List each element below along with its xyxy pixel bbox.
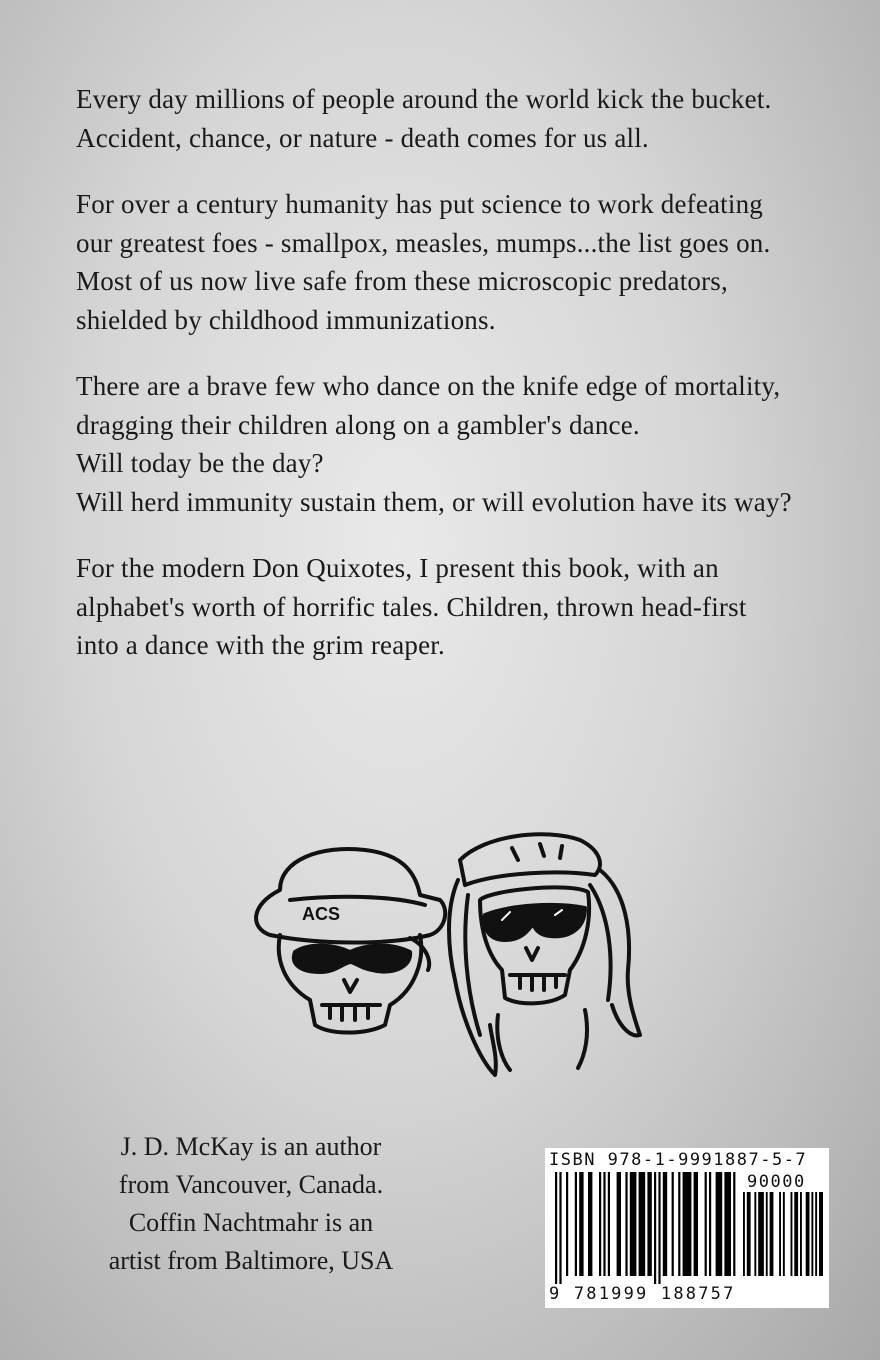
barcode-bar [658, 1172, 660, 1284]
blurb-paragraph-1 [76, 80, 836, 157]
barcode-bar [716, 1172, 723, 1276]
blurb-line: into a dance with the grim reaper. [76, 630, 445, 660]
barcode-bar [754, 1192, 756, 1276]
barcode-bar [743, 1192, 745, 1276]
barcode-bar [747, 1192, 751, 1276]
hat-text: ACS [302, 904, 341, 924]
blurb-line: Accident, chance, or nature - death comes for us all. [76, 122, 649, 153]
blurb-paragraph-3 [76, 367, 836, 521]
ean-barcode-bars [555, 1172, 737, 1284]
blurb-paragraph-2 [76, 185, 836, 339]
bio-line: from Vancouver, Canada. [118, 1170, 384, 1199]
barcode-bar [566, 1172, 568, 1276]
barcode-bar [683, 1172, 692, 1276]
barcode-bar [588, 1172, 592, 1276]
isbn-label: ISBN 978-1-9991887-5-7 [549, 1150, 808, 1170]
barcode-bar [579, 1172, 583, 1276]
bio-line: Coffin Nachtmahr is an [128, 1208, 374, 1237]
barcode-addon-number: 90000 [747, 1172, 806, 1192]
barcode-bar [575, 1172, 577, 1276]
blurb-paragraph-4 [76, 549, 836, 665]
barcode-bar [783, 1192, 785, 1276]
barcode-bar [647, 1172, 651, 1276]
ean-number: 9 781999 188757 [549, 1284, 736, 1304]
barcode-bar [608, 1172, 610, 1276]
blurb-line: alphabet's worth of horrific tales. Children, thrown head-first [76, 591, 747, 622]
blurb-line: Most of us now live safe from these microscopic predators, [76, 266, 728, 296]
barcode-bar [625, 1172, 627, 1276]
barcode-bar [733, 1172, 735, 1276]
author-bio [86, 1128, 416, 1280]
bio-line: artist from Baltimore, USA [108, 1246, 394, 1275]
barcode-bar [663, 1172, 667, 1276]
left-skull-icon [256, 849, 445, 1032]
back-cover-blurb [76, 80, 836, 693]
blurb-line: Will today be the day? [76, 448, 324, 478]
barcode-bar [694, 1172, 698, 1276]
barcode-bar [599, 1172, 601, 1276]
barcode-bar [766, 1192, 768, 1276]
blurb-line: For the modern Don Quixotes, I present this book, with an [76, 553, 719, 583]
barcode-bar [678, 1172, 680, 1276]
barcode-bar [630, 1172, 637, 1276]
barcode-bar [758, 1192, 764, 1276]
barcode-bar [639, 1172, 646, 1276]
barcode-bar [806, 1192, 810, 1276]
barcode-bar [705, 1172, 707, 1276]
right-skull-icon [449, 834, 640, 1075]
blurb-line: Every day millions of people around the world kick the bucket. [76, 84, 772, 114]
barcode-bar [654, 1172, 656, 1284]
barcode-bar [617, 1172, 621, 1276]
bio-line: J. D. McKay is an author [120, 1132, 382, 1161]
barcode-bar [819, 1192, 823, 1276]
barcode-bar [603, 1172, 605, 1276]
barcode-bar [709, 1172, 711, 1276]
barcode-bar [794, 1192, 798, 1276]
barcode-bar [555, 1172, 557, 1284]
blurb-line: Will herd immunity sustain them, or will evolution have its way? [76, 486, 792, 517]
barcode-bar [800, 1192, 802, 1276]
two-skulls-illustration-icon [240, 820, 650, 1090]
barcode-bar [779, 1192, 781, 1276]
barcode-bar [559, 1172, 561, 1284]
barcode-bar [811, 1192, 813, 1276]
barcode-bar [724, 1172, 731, 1276]
addon-barcode-bars [743, 1192, 823, 1284]
barcode-bar [815, 1192, 817, 1276]
barcode-bar [770, 1192, 774, 1276]
barcode-bar [791, 1192, 793, 1276]
blurb-line: shielded by childhood immunizations. [76, 304, 496, 335]
blurb-line: dragging their children along on a gambler's dance. [76, 409, 640, 440]
blurb-line: our greatest foes - smallpox, measles, mumps...the list goes on. [76, 227, 771, 258]
barcode-bar [672, 1172, 674, 1276]
blurb-line: There are a brave few who dance on the knife edge of mortality, [76, 371, 781, 401]
isbn-barcode [545, 1148, 829, 1308]
blurb-line: For over a century humanity has put science to work defeating [76, 189, 763, 219]
